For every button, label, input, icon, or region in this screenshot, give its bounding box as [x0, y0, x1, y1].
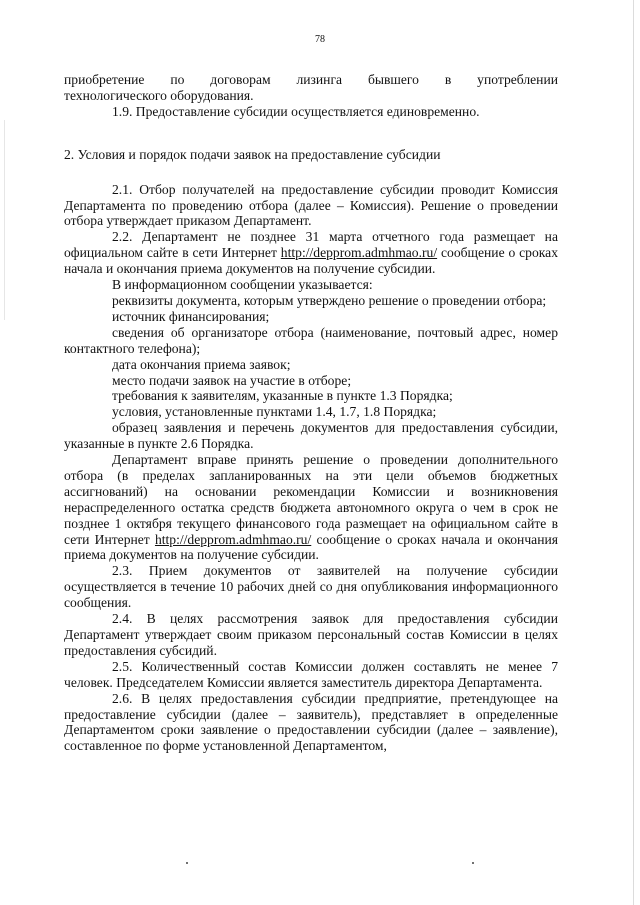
list-item-place: место подачи заявок на участие в отборе;: [112, 372, 352, 388]
page-number: 78: [315, 34, 325, 45]
scan-edge-left: [4, 120, 5, 320]
paragraph-1-9: 1.9. Предоставление субсидии осуществляется единовременно.: [112, 103, 480, 119]
paragraph-2-4: 2.4. В целях рассмотрения заявок для предоставления субсидии Департамент утверждает своим приказом персональный состав Комиссии в целях предоставления субсидий.: [64, 611, 558, 658]
paragraph-2-2: [64, 229, 558, 277]
paragraph-continuation-1: приобретение по договорам лизинга бывшего в употреблении: [64, 72, 558, 87]
paragraph-additional-text: Департамент вправе принять решение о проведении дополнительного отбора (в пределах запланированных на эти цели объемов бюджетных ассигнований) на основании рекомендации Комиссии и возникновения нераспределенного остатка средств бюджета автономного округа о чем в срок не позднее 1 октября текущего финансового года размещает на официальном сайте в сети Интернет: [64, 452, 558, 547]
scan-speck: [472, 862, 474, 864]
site-link-2[interactable]: http://depprom.admhmao.ru/: [154, 531, 312, 547]
list-item-conditions: условия, установленные пунктами 1.4, 1.7, 1.8 Порядка;: [112, 404, 437, 420]
document-body: [64, 72, 558, 754]
paragraph-2-1: 2.1. Отбор получателей на предоставление субсидии проводит Комиссия Департамента по проведению отбора (далее – Комиссия). Решение о проведении отбора утверждает приказом Департамент.: [64, 181, 558, 229]
list-item-requirements: требования к заявителям, указанные в пункте 1.3 Порядка;: [112, 388, 453, 404]
paragraph-continuation-2: технологического оборудования.: [64, 87, 254, 103]
paragraph-2-2-tail: сообщение о сроках начала и окончания приема документов на получение субсидии.: [64, 245, 558, 277]
paragraph-2-3: 2.3. Прием документов от заявителей на получение субсидии осуществляется в течение 10 рабочих дней со дня опубликования информационного сообщения.: [64, 563, 558, 611]
site-link-1[interactable]: http://depprom.admhmao.ru/: [280, 245, 438, 261]
list-item-deadline: дата окончания приема заявок;: [112, 356, 291, 372]
paragraph-2-6: 2.6. В целях предоставления субсидии предприятие, претендующее на предоставление субсидии (далее – заявитель), представляет в определенные Департаментом сроки заявление о предоставлении субсидии (далее – заявление), составленное по форме установленной Департаментом,: [64, 690, 558, 754]
list-item-funding: источник финансирования;: [112, 308, 270, 324]
paragraph-2-5: 2.5. Количественный состав Комиссии должен составлять не менее 7 человек. Председателем Комиссии является заместитель директора Департамента.: [64, 658, 558, 690]
paragraph-info-message: В информационном сообщении указывается:: [112, 277, 373, 293]
paragraph-additional-selection: [64, 452, 558, 563]
paragraph-2-2-text: 2.2. Департамент не позднее 31 марта отчетного года размещает на официальном сайте в сети Интернет: [64, 229, 558, 261]
scan-speck: [186, 862, 188, 864]
scan-edge-right: [633, 0, 634, 905]
list-item-sample: образец заявления и перечень документов для предоставления субсидии, указанные в пункте 2.6 Порядка.: [64, 420, 558, 452]
paragraph-additional-tail: сообщение о сроках начала и окончания приема документов на получение субсидии.: [64, 531, 558, 563]
list-item-organizer: сведения об организаторе отбора (наименование, почтовый адрес, номер контактного телефона);: [64, 324, 558, 356]
section-heading: 2. Условия и порядок подачи заявок на предоставление субсидии: [64, 146, 441, 162]
list-item-requisites: реквизиты документа, которым утверждено решение о проведении отбора;: [112, 292, 547, 308]
